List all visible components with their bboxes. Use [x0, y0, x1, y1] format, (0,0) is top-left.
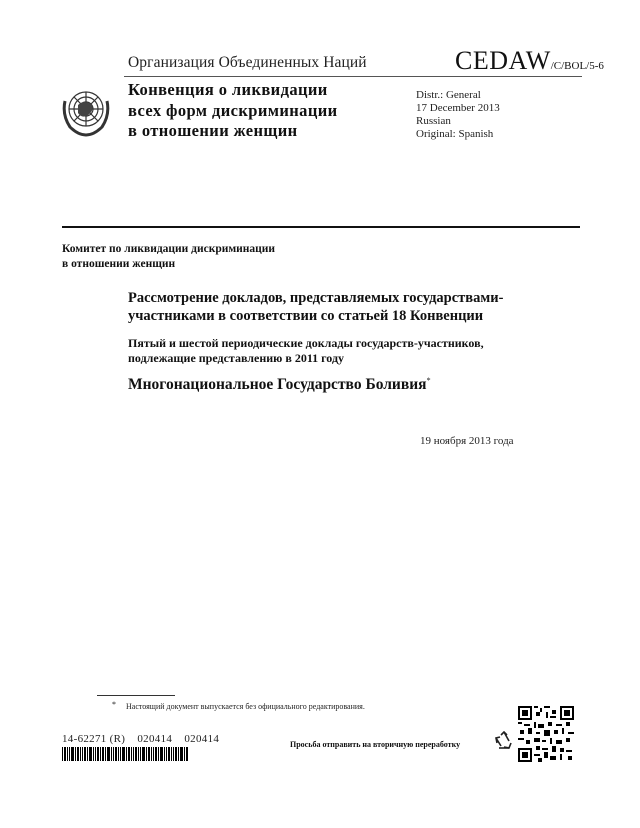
title-line: участниками в соответствии со статьей 18 Конвенции [128, 307, 484, 324]
recycle-notice: Просьба отправить на вторичную переработку [290, 740, 461, 749]
organization-name: Организация Объединенных Наций [128, 54, 367, 71]
document-subtitle [128, 336, 484, 366]
document-number: 14-62271 (R) 020414 020414 [62, 733, 220, 745]
convention-title-line: в отношении женщин [128, 121, 298, 140]
footnote-text: Настоящий документ выпускается без официального редактирования. [126, 702, 365, 711]
convention-title [128, 80, 338, 142]
un-emblem-icon [56, 81, 116, 141]
subtitle-line: Пятый и шестой периодические доклады государств-участников, [128, 336, 484, 350]
header-divider [124, 76, 582, 77]
title-line: Рассмотрение докладов, представляемых государствами- [128, 290, 504, 306]
distribution-date: 17 December 2013 [416, 102, 500, 114]
barcode-icon [62, 747, 224, 761]
subtitle-line: подлежащие представлению в 2011 году [128, 351, 345, 365]
distribution-info [416, 89, 500, 141]
state-party-name [128, 376, 431, 394]
recycle-icon [494, 731, 514, 751]
distribution-type: Distr.: General [416, 89, 481, 101]
convention-title-line: всех форм дискриминации [128, 100, 338, 120]
footnote-reference[interactable]: * [426, 376, 431, 385]
qr-code-icon[interactable] [518, 706, 574, 762]
footnote-mark: * [112, 700, 116, 709]
report-date: 19 ноября 2013 года [420, 435, 514, 447]
document-title [128, 290, 503, 325]
distribution-original: Original: Spanish [416, 128, 494, 140]
symbol-suffix: /C/BOL/5-6 [550, 60, 604, 72]
footnote-divider [97, 695, 175, 696]
committee-line: в отношении женщин [62, 258, 176, 270]
main-divider [62, 226, 580, 228]
document-symbol [455, 46, 604, 76]
state-name: Многонациональное Государство Боливия [128, 376, 427, 394]
convention-title-line: Конвенция о ликвидации [128, 80, 328, 99]
symbol-main: CEDAW [455, 46, 551, 75]
committee-line: Комитет по ликвидации дискриминации [62, 243, 276, 255]
distribution-language: Russian [416, 115, 451, 127]
committee-name [62, 242, 275, 272]
